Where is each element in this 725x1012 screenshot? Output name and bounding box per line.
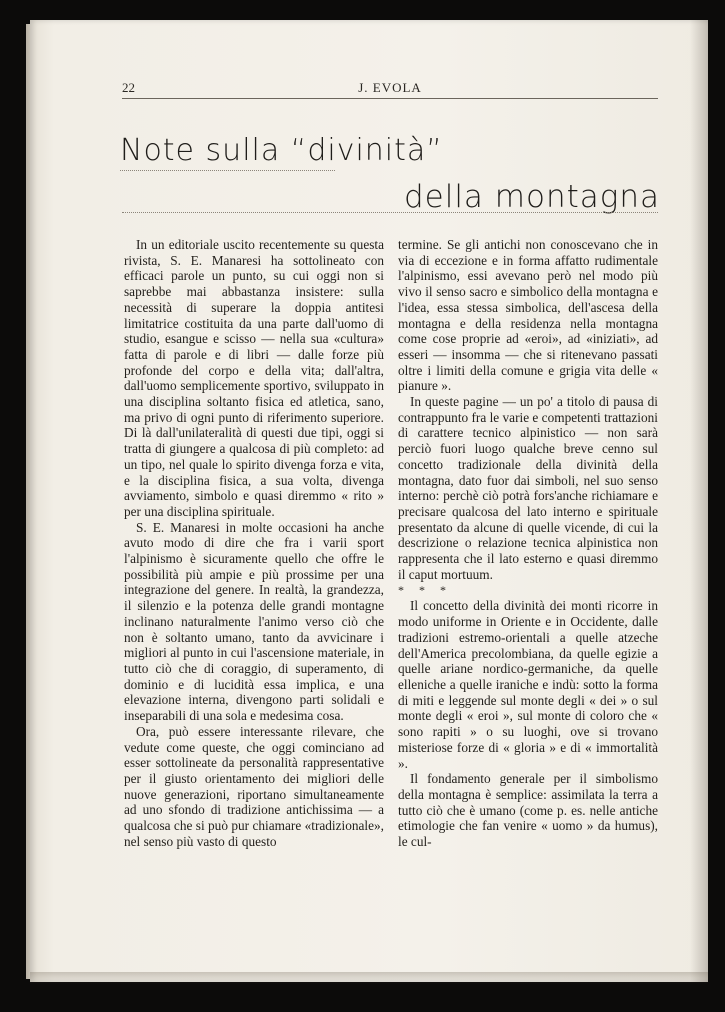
running-head-author: J. EVOLA (358, 80, 422, 95)
spine-shadow (690, 20, 708, 982)
paragraph: termine. Se gli antichi non conoscevano che in via di eccezione e in forma affatto rudimentale l'alpinismo, essi avevano però nel modo più vivo il senso sacro e simbolico della montagna e l'idea, essa stessa simbolica, dell'ascesa della montagna e della residenza nella montagna come cose proprie ad «eroi», ad «iniziati», ad esseri — insomma — che si ritenevano passati oltre i limiti della comune e grigia vita delle « pianure ». (398, 237, 658, 394)
text-column-right (398, 237, 658, 850)
paragraph: In queste pagine — un po' a titolo di pausa di contrappunto fra le varie e competenti trattazioni di carattere tecnico alpinistico — non sarà perciò fuori luogo qualche breve cenno sul concetto tradizionale della divinità della montagna, dato fuor dai simboli, nel suo senso interno: perchè ciò potrà fors'anche richiamare e precisare qualcosa del lato interno e spirituale presentato da alcune di quelle vicende, di cui la descrizione o relazione tecnica alpinistica non rappresenta che il lato esterno e quasi diremmo il caput mortuum. (398, 394, 658, 582)
section-separator: * * * (398, 583, 452, 598)
title-underline-1 (120, 170, 335, 171)
title-underline-2 (122, 212, 658, 213)
text-column-left (124, 237, 384, 849)
paragraph: In un editoriale uscito recentemente su questa rivista, S. E. Manaresi ha sottolineato con efficaci parole un punto, su cui oggi non si saprebbe mai abbastanza insistere: sulla necessità di superare la doppia antitesi limitatrice costituita da una parte dall'uomo di studio, esangue e scisso — nella sua «cultura» fatta di parole e di libri — dalle forze più profonde del corpo e della vita; dall'altra, dall'uomo semplicemente sportivo, sviluppato in una disciplina soltanto fisica ed atletica, sano, ma privo di ogni punto di riferimento superiore. Di là dall'unilateralità di questi due tipi, oggi si tratta di giungere a qualcosa di più completo: ad un tipo, nel quale lo spirito divenga forza e vita, e la disciplina fisica, a sua volta, divenga avviamento, simbolo e quasi diremmo « rito » per una disciplina spirituale. (124, 237, 384, 519)
paragraph: Il concetto della divinità dei monti ricorre in modo uniforme in Oriente e in Occidente, dalle tradizioni estremo-orientali a quelle atzeche dell'America precolombiana, da quelle egizie a quelle ariane nordico-germaniche, da quelle elleniche a quelle iraniche e indù: sotto la forma di miti e leggende sul monte degli « dei » o sul monte degli « eroi », sul monte di coloro che « sono rapiti » o su luoghi, ove si trovano misteriose forze di « gloria » e di « immortalità ». (398, 598, 658, 771)
paragraph: S. E. Manaresi in molte occasioni ha anche avuto modo di dire che fra i varii sport l'alpinismo è sicuramente quello che offre le possibilità più ampie e più prossime per una integrazione del genere. In realtà, la grandezza, il silenzio e la potenza delle grandi montagne inclinano naturalmente l'animo verso ciò che non è soltanto umano, tanto da avvicinare i migliori al punto in cui l'ascensione materiale, in tutto ciò che di coraggio, di superamento, di dominio e di lucidità essa implica, e una elevazione interna, divengono parti solidali e inseparabili di una sola e medesima cosa. (124, 519, 384, 724)
running-header (122, 78, 658, 99)
page-number: 22 (122, 80, 135, 95)
paragraph: Ora, può essere interessante rilevare, che vedute come queste, che oggi cominciano ad esser sottolineate da personalità rappresentative per il giusto orientamento dei migliori delle nuove generazioni, riportano simultaneamente ad uno sfondo di tradizione antichissima — a qualcosa che si può pur chiamare «tradizionale», nel senso più vasto di questo (124, 723, 384, 849)
page-bottom-shadow (30, 972, 708, 984)
article-title-line-1: Note sulla “divinità” (120, 133, 443, 168)
article-title-line-2: della montagna (403, 179, 660, 215)
paragraph: Il fondamento generale per il simbolismo della montagna è semplice: assimilata la terra a tutto ciò che è umano (come p. es. nelle antiche etimologie che fan venire « uomo » da humus), le cul- (398, 771, 658, 850)
